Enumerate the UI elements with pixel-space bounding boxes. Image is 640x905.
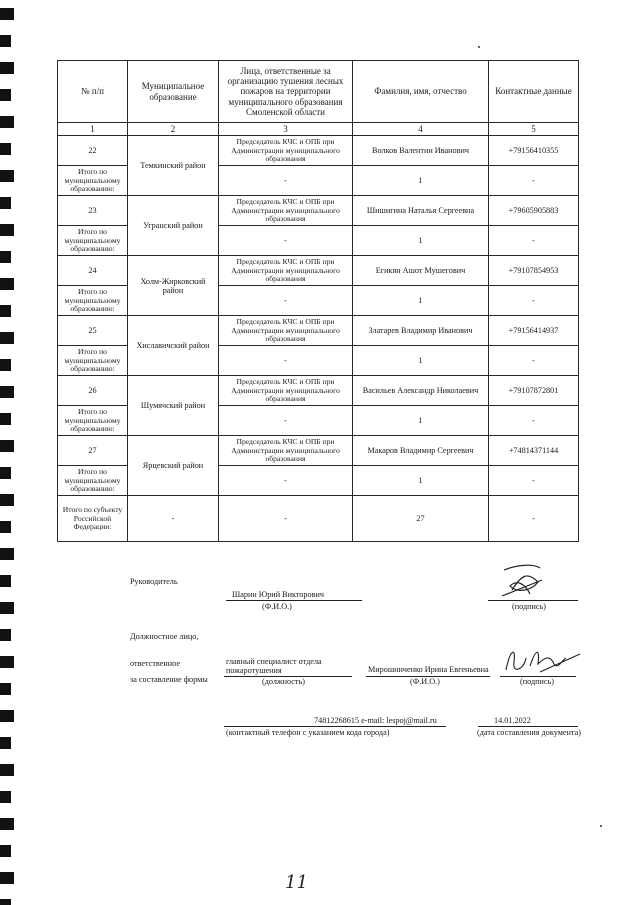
date-caption: (дата составления документа) [477,728,581,737]
scan-edge-mark [0,602,14,614]
municipality-name: Холм-Жирковский район [128,256,219,316]
scan-edge-mark [0,305,11,317]
scan-speck [478,46,480,48]
scan-edge-mark [0,197,11,209]
responsible-fullname: Егикян Ашот Мушегович [353,256,489,286]
official-label-3: за составление формы [130,675,208,684]
contact-caption: (контактный телефон с указанием кода города) [226,728,390,737]
responsible-fullname: Волков Валентин Иванович [353,136,489,166]
scan-edge-mark [0,89,11,101]
municipality-total-phone: - [489,406,579,436]
municipality-total-position: - [219,406,353,436]
scan-edge-mark [0,683,11,695]
municipality-total-phone: - [489,286,579,316]
table-row [58,256,579,286]
date-line [478,726,578,727]
responsible-position: Председатель КЧС и ОПБ при Администрации муниципального образования [219,376,353,406]
municipality-total-position: - [219,166,353,196]
municipality-total-phone: - [489,466,579,496]
scan-edge-mark [0,575,11,587]
responsible-position: Председатель КЧС и ОПБ при Администрации муниципального образования [219,196,353,226]
scan-edge-marks [0,0,22,905]
row-number: 22 [58,136,128,166]
page-number: 11 [285,872,308,893]
subject-total-row [58,496,579,542]
head-name-line [226,600,362,601]
head-signature-caption: (подпись) [512,602,546,611]
scan-edge-mark [0,872,14,884]
scan-edge-mark [0,332,14,344]
scan-edge-mark [0,359,11,371]
municipality-total-label: Итого по муниципальному образованию: [58,346,128,376]
scan-edge-mark [0,629,11,641]
official-position-caption: (должность) [262,677,305,686]
table-row [58,196,579,226]
scan-edge-mark [0,278,14,290]
column-number: 4 [353,123,489,136]
table-row [58,136,579,166]
subject-total-district: - [128,496,219,542]
responsible-persons-table [57,60,579,542]
municipality-name: Угранский район [128,196,219,256]
table-row [58,436,579,466]
row-number: 25 [58,316,128,346]
header-fullname: Фамилия, имя, отчество [353,61,489,123]
scan-edge-mark [0,899,11,905]
scan-edge-mark [0,35,11,47]
municipality-total-label: Итого по муниципальному образованию: [58,286,128,316]
municipality-total-count: 1 [353,166,489,196]
subject-total-position: - [219,496,353,542]
scan-edge-mark [0,494,14,506]
header-contacts: Контактные данные [489,61,579,123]
municipality-total-position: - [219,286,353,316]
header-municipality: Муниципальное образование [128,61,219,123]
header-responsible: Лица, ответственные за организацию тушения лесных пожаров на территории муниципального образования Смоленской области [219,61,353,123]
responsible-fullname: Васильев Александр Николаевич [353,376,489,406]
responsible-position: Председатель КЧС и ОПБ при Администрации муниципального образования [219,316,353,346]
municipality-total-label: Итого по муниципальному образованию: [58,226,128,256]
municipality-total-phone: - [489,166,579,196]
scan-edge-mark [0,791,11,803]
row-number: 26 [58,376,128,406]
subject-total-phone: - [489,496,579,542]
municipality-total-label: Итого по муниципальному образованию: [58,166,128,196]
contact-phone: +74814371144 [489,436,579,466]
table-header-row [58,61,579,123]
document-date: 14.01.2022 [494,716,531,725]
row-number: 23 [58,196,128,226]
header-num: № п/п [58,61,128,123]
contact-phone: +79107854953 [489,256,579,286]
municipality-total-label: Итого по муниципальному образованию: [58,406,128,436]
scan-edge-mark [0,8,14,20]
scan-edge-mark [0,764,14,776]
municipality-total-count: 1 [353,406,489,436]
scan-edge-mark [0,845,11,857]
scan-edge-mark [0,251,11,263]
head-signature-image [494,560,554,602]
scan-edge-mark [0,413,11,425]
official-signature-caption: (подпись) [520,677,554,686]
column-number: 1 [58,123,128,136]
official-fio-caption: (Ф.И.О.) [410,677,440,686]
column-number: 2 [128,123,219,136]
scan-edge-mark [0,737,11,749]
official-signature-image [500,640,584,680]
responsible-fullname: Шишигина Наталья Сергеевна [353,196,489,226]
contact-info: 74812268615 e-mail: lespoj@mail.ru [314,716,437,725]
municipality-name: Шумячский район [128,376,219,436]
responsible-position: Председатель КЧС и ОПБ при Администрации муниципального образования [219,256,353,286]
responsible-position: Председатель КЧС и ОПБ при Администрации муниципального образования [219,136,353,166]
contact-phone: +79605905883 [489,196,579,226]
scan-edge-mark [0,818,14,830]
subject-total-label: Итого по субъекту Российской Федерации: [58,496,128,542]
scan-speck [600,825,602,827]
scan-edge-mark [0,440,14,452]
row-number: 27 [58,436,128,466]
head-name: Шарин Юрий Викторович [232,590,324,599]
scan-edge-mark [0,143,11,155]
contact-line [224,726,446,727]
scan-edge-mark [0,521,11,533]
contact-phone: +79107872801 [489,376,579,406]
official-position: главный специалист отдела пожаротушения [226,657,322,676]
municipality-total-count: 1 [353,346,489,376]
municipality-total-position: - [219,466,353,496]
column-number: 5 [489,123,579,136]
head-fio-caption: (Ф.И.О.) [262,602,292,611]
column-number-row [58,123,579,136]
column-number: 3 [219,123,353,136]
municipality-total-position: - [219,226,353,256]
scan-edge-mark [0,224,14,236]
municipality-total-label: Итого по муниципальному образованию: [58,466,128,496]
official-label-2: ответственное [130,659,180,668]
head-label: Руководитель [130,577,178,586]
municipality-name: Ярцевский район [128,436,219,496]
head-signature-line [488,600,578,601]
scan-edge-mark [0,467,11,479]
scan-edge-mark [0,62,14,74]
contact-phone: +79156410355 [489,136,579,166]
table-row [58,376,579,406]
municipality-name: Темкинский район [128,136,219,196]
official-name: Мирошниченко Ирина Евгеньевна [368,665,489,674]
scan-edge-mark [0,656,14,668]
official-label-1: Должностное лицо, [130,632,199,641]
municipality-total-count: 1 [353,286,489,316]
responsible-fullname: Макаров Владимир Сергеевич [353,436,489,466]
municipality-total-count: 1 [353,226,489,256]
scan-edge-mark [0,170,14,182]
scan-edge-mark [0,548,14,560]
municipality-total-position: - [219,346,353,376]
subject-total-count: 27 [353,496,489,542]
municipality-total-count: 1 [353,466,489,496]
municipality-name: Хиславичский район [128,316,219,376]
responsible-fullname: Златарев Владимир Иванович [353,316,489,346]
scan-edge-mark [0,710,14,722]
municipality-total-phone: - [489,226,579,256]
responsible-position: Председатель КЧС и ОПБ при Администрации муниципального образования [219,436,353,466]
scan-edge-mark [0,116,14,128]
row-number: 24 [58,256,128,286]
table-row [58,316,579,346]
scan-edge-mark [0,386,14,398]
contact-phone: +79156414937 [489,316,579,346]
municipality-total-phone: - [489,346,579,376]
